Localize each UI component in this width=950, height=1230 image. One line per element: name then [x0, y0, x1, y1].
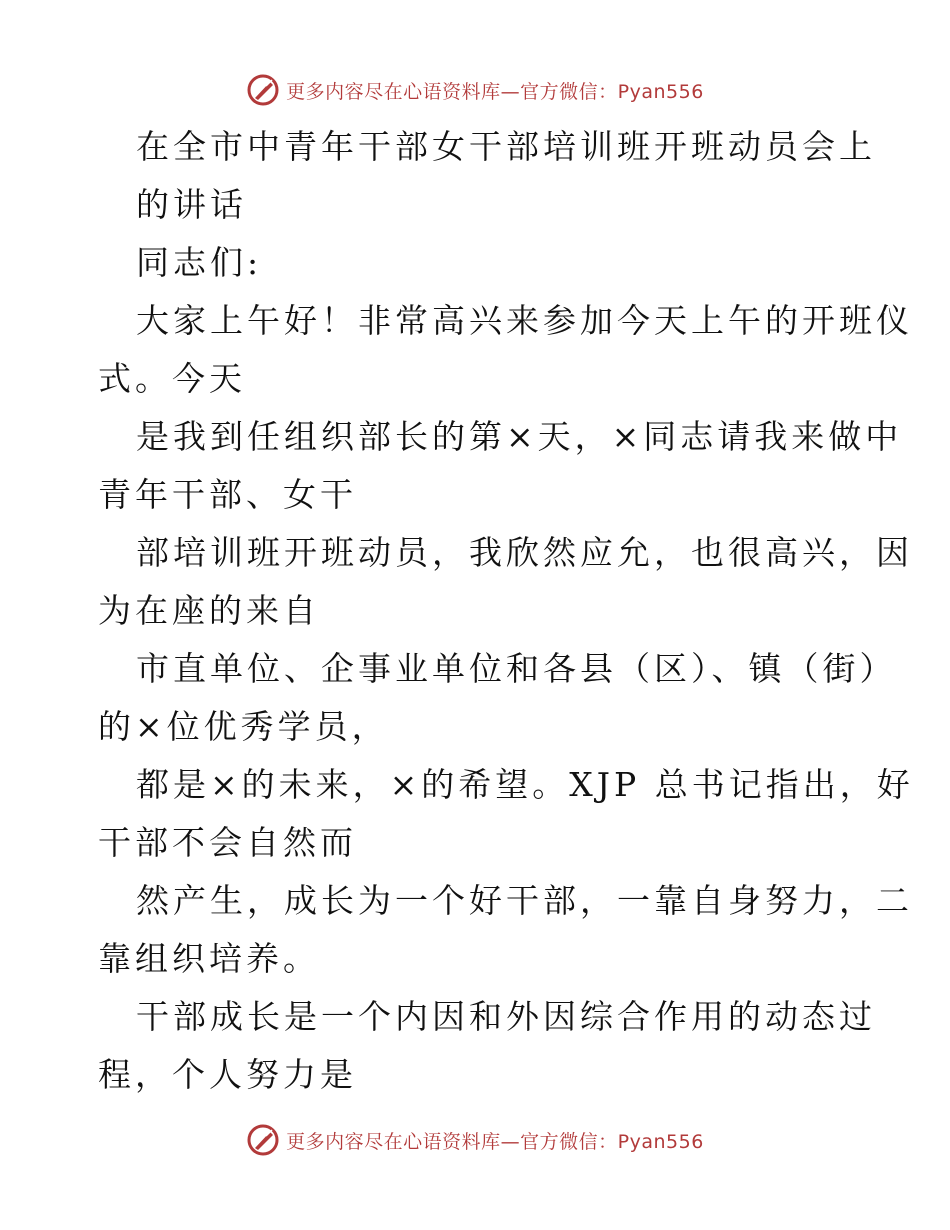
paragraph-line: 都是×的未来，×的希望。XJP 总书记指出，好	[136, 765, 914, 804]
paragraph-line: 干部不会自然而	[98, 823, 357, 862]
paragraph-line: 程，个人努力是	[98, 1055, 357, 1094]
paragraph-line: 式。今天	[98, 359, 246, 398]
document-body	[98, 118, 914, 1104]
quill-logo-icon	[246, 1123, 280, 1157]
paragraph-line: 然产生，成长为一个好干部，一靠自身努力，二	[136, 881, 913, 920]
watermark-text: 更多内容尽在心语资料库—官方微信：Pyan556	[286, 1130, 704, 1153]
title-line-1: 在全市中青年干部女干部培训班开班动员会上	[136, 127, 876, 166]
paragraph-line: 市直单位、企事业单位和各县（区）、镇（街）	[136, 649, 897, 688]
paragraph-line: 部培训班开班动员，我欣然应允，也很高兴，因	[136, 533, 913, 572]
watermark-header	[0, 70, 950, 110]
quill-logo-icon	[246, 73, 280, 107]
watermark-text: 更多内容尽在心语资料库—官方微信：Pyan556	[286, 80, 704, 103]
salutation: 同志们:	[136, 243, 263, 282]
watermark-footer	[0, 1120, 950, 1160]
paragraph-line: 的×位优秀学员，	[98, 707, 389, 746]
title-line-2: 的讲话	[136, 185, 247, 224]
paragraph-line: 靠组织培养。	[98, 939, 320, 978]
paragraph-line: 干部成长是一个内因和外因综合作用的动态过	[136, 997, 876, 1036]
paragraph-line: 为在座的来自	[98, 591, 320, 630]
paragraph-line: 是我到任组织部长的第×天，×同志请我来做中	[136, 417, 903, 456]
paragraph-line: 青年干部、女干	[98, 475, 357, 514]
paragraph-line: 大家上午好！非常高兴来参加今天上午的开班仪	[136, 301, 913, 340]
